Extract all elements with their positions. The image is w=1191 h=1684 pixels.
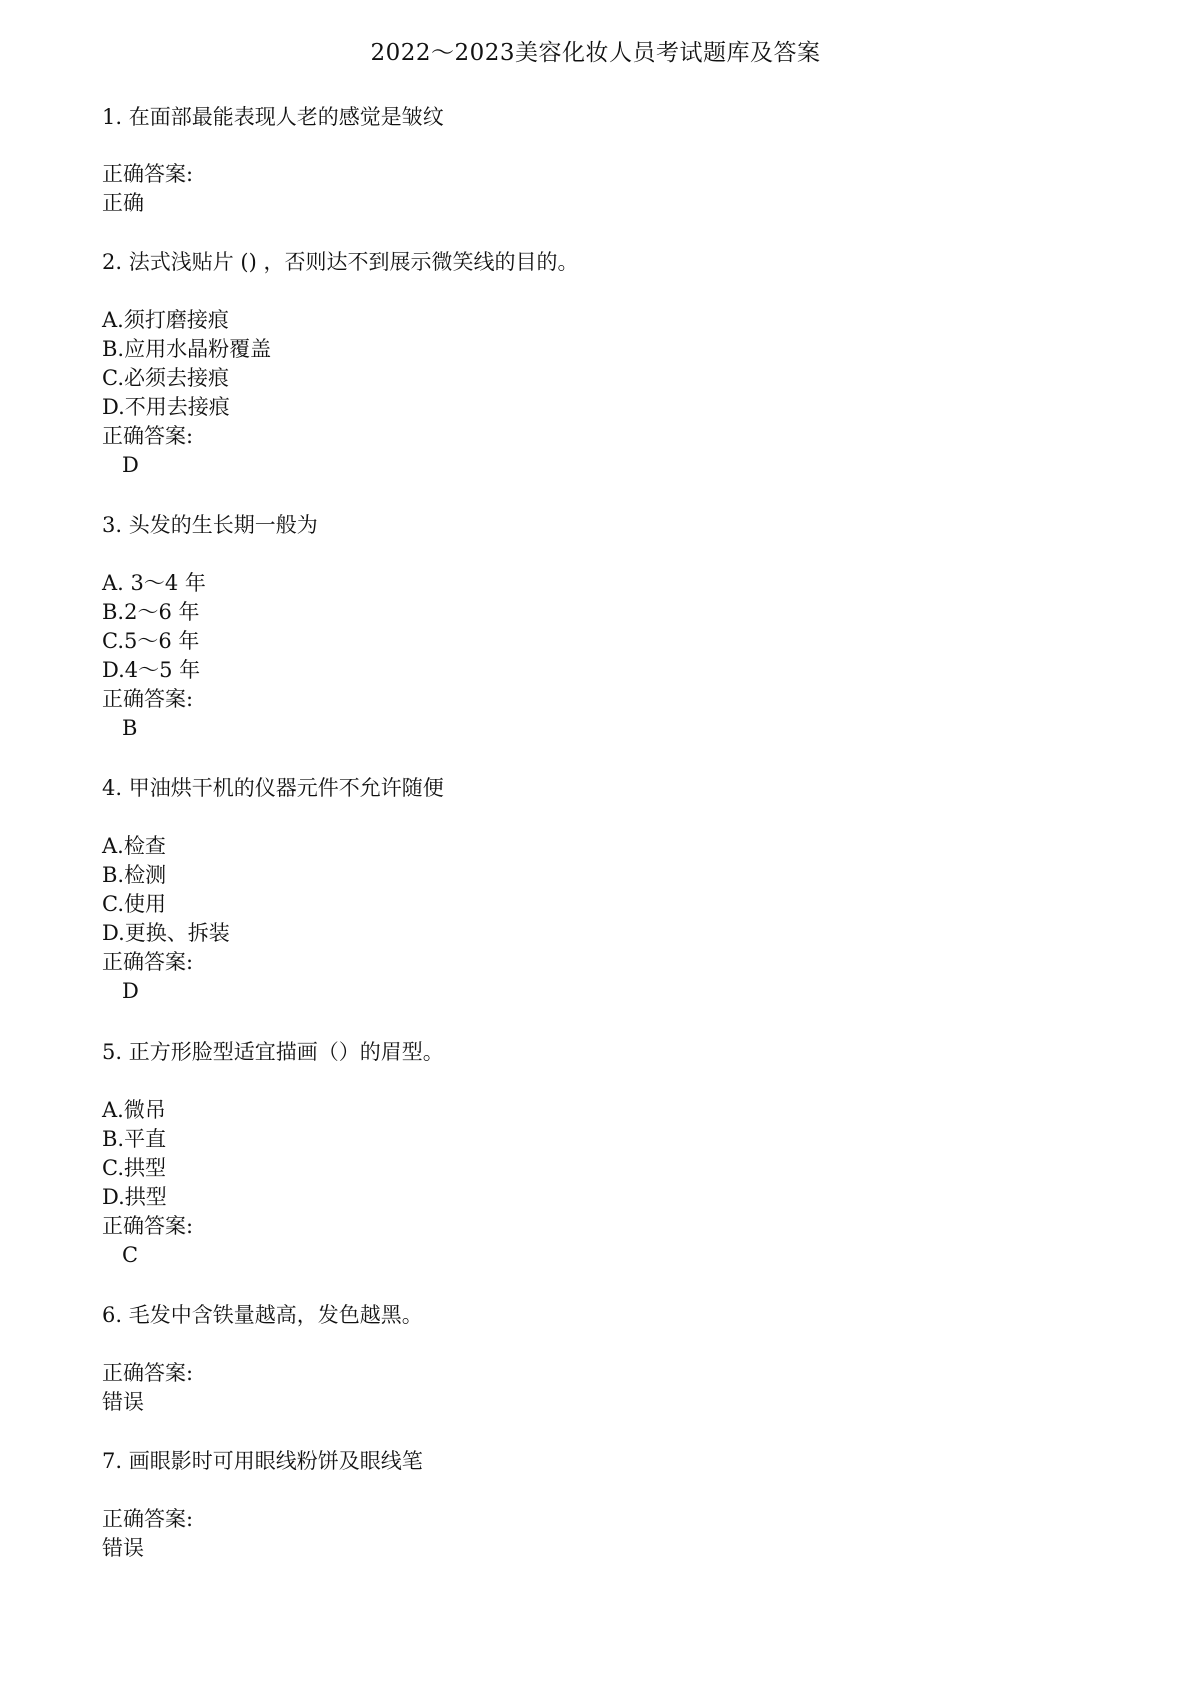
- question-2-option-c: C.必须去接痕: [102, 366, 229, 390]
- question-5-option-d: D.拱型: [102, 1185, 167, 1209]
- question-5-option-b: B.平直: [102, 1127, 167, 1151]
- question-3-stem: 3. 头发的生长期一般为: [102, 513, 318, 537]
- question-5-answer-label: 正确答案:: [102, 1214, 194, 1238]
- document-title: 2022～2023美容化妆人员考试题库及答案: [370, 40, 821, 66]
- question-5-option-c: C.拱型: [102, 1156, 166, 1180]
- question-3-answer: B: [122, 716, 138, 740]
- question-2-option-d: D.不用去接痕: [102, 395, 230, 419]
- question-5-stem: 5. 正方形脸型适宜描画（）的眉型。: [102, 1040, 444, 1064]
- question-3-answer-label: 正确答案:: [102, 687, 194, 711]
- question-7-stem: 7. 画眼影时可用眼线粉饼及眼线笔: [102, 1449, 423, 1473]
- question-7-answer: 错误: [102, 1536, 144, 1560]
- question-1-answer: 正确: [102, 191, 144, 215]
- question-2-answer-label: 正确答案:: [102, 424, 194, 448]
- question-2-option-b: B.应用水晶粉覆盖: [102, 337, 272, 361]
- question-4-option-a: A.检查: [102, 834, 166, 858]
- question-3-option-c: C.5～6 年: [102, 629, 200, 653]
- question-2-answer: D: [122, 453, 139, 477]
- question-4-answer: D: [122, 979, 139, 1003]
- question-6-answer-label: 正确答案:: [102, 1361, 194, 1385]
- question-3-option-a: A. 3～4 年: [102, 571, 206, 595]
- question-4-option-c: C.使用: [102, 892, 166, 916]
- question-4-stem: 4. 甲油烘干机的仪器元件不允许随便: [102, 776, 444, 800]
- question-5-answer: C: [122, 1243, 139, 1267]
- question-4-option-d: D.更换、拆装: [102, 921, 230, 945]
- question-3-option-d: D.4～5 年: [102, 658, 201, 682]
- question-4-option-b: B.检测: [102, 863, 167, 887]
- question-3-option-b: B.2～6 年: [102, 600, 200, 624]
- question-6-answer: 错误: [102, 1390, 144, 1414]
- question-2-stem: 2. 法式浅贴片 () ，否则达不到展示微笑线的目的。: [102, 250, 579, 274]
- question-7-answer-label: 正确答案:: [102, 1507, 194, 1531]
- question-2-option-a: A.须打磨接痕: [102, 308, 229, 332]
- question-5-option-a: A.微吊: [102, 1098, 166, 1122]
- question-1-answer-label: 正确答案:: [102, 162, 194, 186]
- question-4-answer-label: 正确答案:: [102, 950, 194, 974]
- question-6-stem: 6. 毛发中含铁量越高，发色越黑。: [102, 1303, 423, 1327]
- question-1-stem: 1. 在面部最能表现人老的感觉是皱纹: [102, 105, 444, 129]
